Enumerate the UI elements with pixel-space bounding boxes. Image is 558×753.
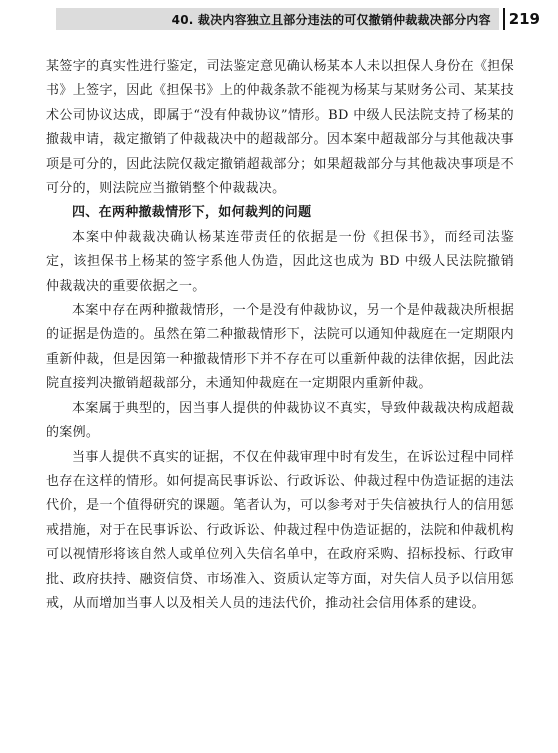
header-divider [503,8,505,30]
page-number: 219 [508,10,540,28]
paragraph: 本案中仲裁裁决确认杨某连带责任的依据是一份《担保书》，而经司法鉴定，该担保书上杨某的签字系他人伪造，因此这也成为 BD 中级人民法院撤销仲裁裁决的重要依据之一。 [46,229,514,294]
paragraph-continued: 某签字的真实性进行鉴定，司法鉴定意见确认杨某本人未以担保人身份在《担保书》上签字，因此《担保书》上的仲裁条款不能视为杨某与某财务公司、某某技术公司协议达成，即属于“没有仲裁协议”情形。BD 中级人民法院支持了杨某的撤裁申请，裁定撤销了仲裁裁决中的超裁部分。因本案中超裁部分与其他裁决事项是可分的，因此法院仅裁定撤销超裁部分；如果超裁部分与其他裁决事项是不可分的，则法院应当撤销整个仲裁裁决。 [46,59,514,197]
running-title: 40. 裁决内容独立且部分违法的可仅撤销仲裁裁决部分内容 [56,8,499,30]
section-heading: 四、在两种撤裁情形下，如何裁判的问题 [72,205,312,221]
running-header [56,8,542,30]
paragraph: 本案中存在两种撤裁情形，一个是没有仲裁协议，另一个是仲裁裁决所根据的证据是伪造的。虽然在第二种撤裁情形下，法院可以通知仲裁庭在一定期限内重新仲裁，但是因第一种撤裁情形下并不存在可以重新仲裁的法律依据，因此法院直接判决撤销超裁部分，未通知仲裁庭在一定期限内重新仲裁。 [46,303,514,392]
page-body [46,55,514,616]
paragraph: 本案属于典型的，因当事人提供的仲裁协议不真实，导致仲裁裁决构成超裁的案例。 [46,400,514,441]
paragraph: 当事人提供不真实的证据，不仅在仲裁审理中时有发生，在诉讼过程中同样也存在这样的情形。如何提高民事诉讼、行政诉讼、仲裁过程中伪造证据的违法代价，是一个值得研究的课题。笔者认为，可以参考对于失信被执行人的信用惩戒措施，对于在民事诉讼、行政诉讼、仲裁过程中伪造证据的，法院和仲裁机构可以视情形将该自然人或单位列入失信名单中，在政府采购、招标投标、行政审批、政府扶持、融资信贷、市场准入、资质认定等方面，对失信人员予以信用惩戒，从而增加当事人以及相关人员的违法代价，推动社会信用体系的建设。 [46,449,514,611]
